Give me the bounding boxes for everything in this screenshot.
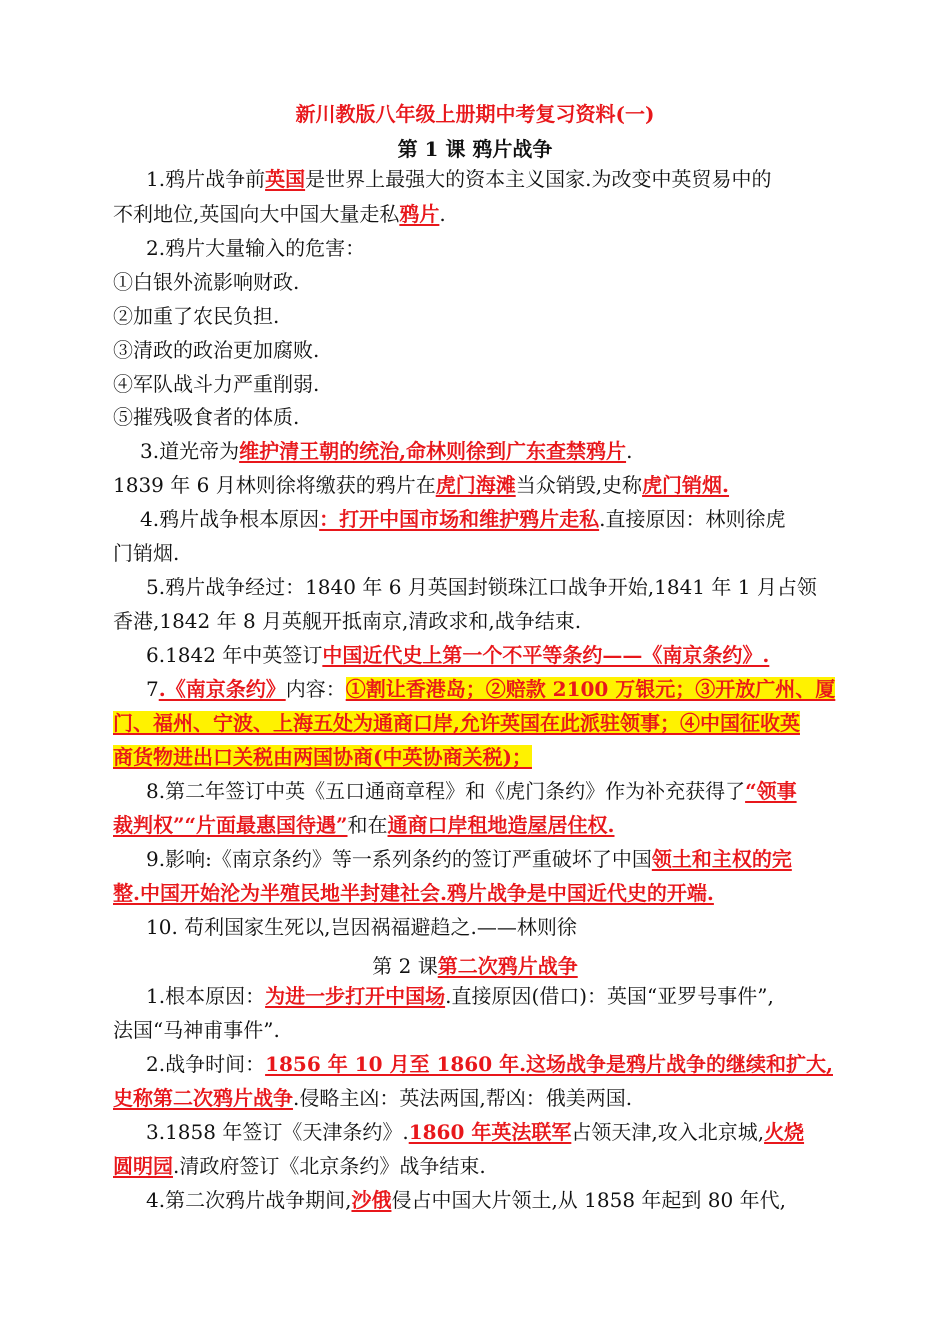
highlight-root-cause: ：打开中国市场和维护鸦片走私 [319,507,600,531]
paragraph-4-line-2: 门销烟. [113,541,180,565]
l2-paragraph-1-line-1: 1.根本原因：为进一步打开中国场.直接原因(借口)：英国“亚罗号事件”, [146,984,774,1008]
paragraph-1-line-1: 1.鸦片战争前英国是世界上最强大的资本主义国家.为改变中英贸易中的 [146,167,772,191]
paragraph-3b: 1839 年 6 月林则徐将缴获的鸦片在虎门海滩当众销毁,史称虎门销烟. [113,473,730,497]
paragraph-7-line-3: 商货物进出口关税由两国协商(中英协商关税)； [113,745,532,769]
paragraph-10-quote: 10. 苟利国家生死以,岂因祸福避趋之.——林则徐 [146,915,577,939]
paragraph-9-line-1: 9.影响:《南京条约》等一系列条约的签订严重破坏了中国领土和主权的完 [146,847,792,871]
highlight-humen-beach: 虎门海滩 [435,473,516,497]
paragraph-5-line-2: 香港,1842 年 8 月英舰开抵南京,清政求和,战争结束. [113,609,582,633]
lesson-1-heading: 第 1 课 鸦片战争 [397,137,553,161]
paragraph-7-line-1: 7.《南京条约》内容：①割让香港岛；②赔款 2100 万银元；③开放广州、厦 [146,677,836,701]
highlight-opium: 鸦片 [399,202,440,226]
paragraph-3: 3.道光帝为维护清王朝的统治,命林则徐到广东查禁鸦片. [140,439,633,463]
harm-item: ③清政的政治更加腐败. [113,338,320,362]
harm-item: ⑤摧残吸食者的体质. [113,405,300,429]
paragraph-1-line-2: 不利地位,英国向大中国大量走私鸦片. [113,202,446,226]
l2-paragraph-3-line-1: 3.1858 年签订《天津条约》.1860 年英法联军占领天津,攻入北京城,火烧 [146,1120,805,1144]
highlight-britain: 英国 [265,167,306,191]
harm-item: ④军队战斗力严重削弱. [113,372,320,396]
harm-item: ①白银外流影响财政. [113,270,300,294]
document-title: 新川教版八年级上册期中考复习资料(一) [295,102,655,126]
paragraph-8-line-1: 8.第二年签订中英《五口通商章程》和《虎门条约》作为补充获得了“领事 [146,779,797,803]
paragraph-8-line-2: 裁判权”“片面最惠国待遇”和在通商口岸租地造屋居住权. [113,813,615,837]
l2-paragraph-2-line-1: 2.战争时间：1856 年 10 月至 1860 年.这场战争是鸦片战争的继续和扩大, [146,1052,833,1076]
paragraph-9-line-2: 整.中国开始沦为半殖民地半封建社会.鸦片战争是中国近代史的开端. [113,881,714,905]
lesson-2-heading: 第 2 课第二次鸦片战争 [372,954,578,978]
l2-paragraph-1-line-2: 法国“马神甫事件”. [113,1018,280,1042]
highlight-nanjing-treaty: 中国近代史上第一个不平等条约——《南京条约》. [322,643,770,667]
highlight-treaty-content: ①割让香港岛；②赔款 2100 万银元；③开放广州、厦 [345,677,836,701]
l2-paragraph-4: 4.第二次鸦片战争期间,沙俄侵占中国大片领土,从 1858 年起到 80 年代, [146,1188,786,1212]
highlight-humen-destruction: 虎门销烟. [642,473,730,497]
paragraph-2: 2.鸦片大量输入的危害： [146,236,366,260]
paragraph-7-line-2: 门、福州、宁波、上海五处为通商口岸,允许英国在此派驻领事；④中国征收英 [113,711,800,735]
paragraph-6: 6.1842 年中英签订中国近代史上第一个不平等条约——《南京条约》. [146,643,770,667]
paragraph-5-line-1: 5.鸦片战争经过：1840 年 6 月英国封锁珠江口战争开始,1841 年 1 月占领 [146,575,817,599]
paragraph-4-line-1: 4.鸦片战争根本原因：打开中国市场和维护鸦片走私.直接原因：林则徐虎 [140,507,786,531]
l2-paragraph-2-line-2: 史称第二次鸦片战争.侵略主凶：英法两国,帮凶：俄美两国. [113,1086,633,1110]
l2-paragraph-3-line-2: 圆明园.清政府签订《北京条约》战争结束. [113,1154,486,1178]
harm-item: ②加重了农民负担. [113,304,280,328]
highlight-daoguang: 维护清王朝的统治,命林则徐到广东查禁鸦片 [239,439,627,463]
